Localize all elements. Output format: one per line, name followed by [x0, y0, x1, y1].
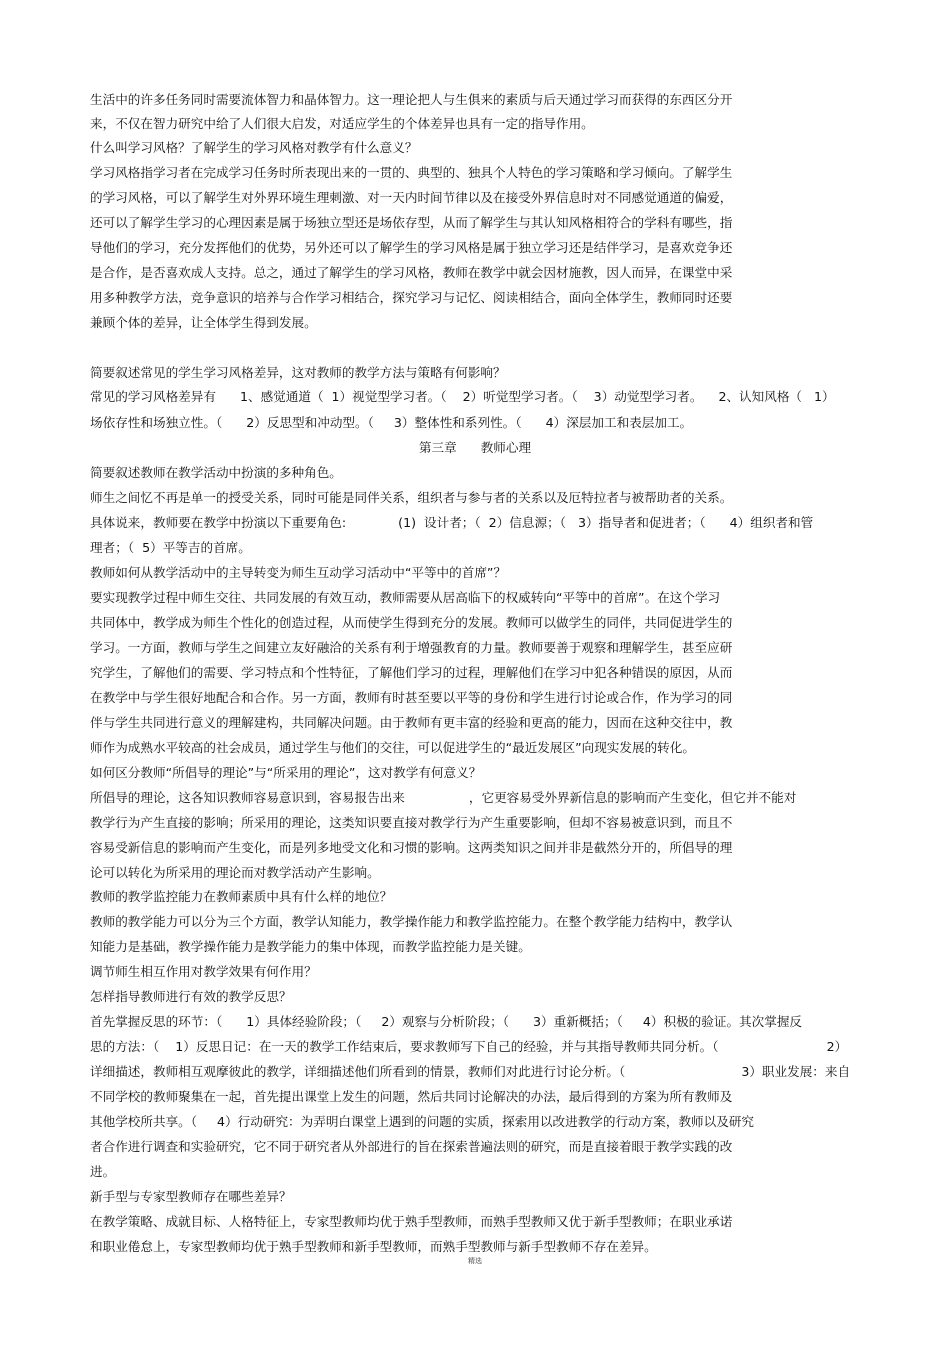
text-line: 知能力是基础，教学操作能力是教学能力的集中体现，而教学监控能力是关键。	[90, 939, 531, 954]
text-line: 思的方法：（ 1）反思日记：在一天的教学工作结束后，要求教师写下自己的经验，并与其指导教师共同分析。（ 2）	[90, 1039, 848, 1054]
text-line: 在教学中与学生很好地配合和合作。另一方面，教师有时甚至要以平等的身份和学生进行讨论或合作，作为学习的同	[90, 690, 733, 705]
text-line: 首先掌握反思的环节：（ 1）具体经验阶段；（ 2）观察与分析阶段；（ 3）重新概括；（ 4）积极的验证。其次掌握反	[90, 1014, 803, 1029]
text-line: 教师如何从教学活动中的主导转变为师生互动学习活动中“平等中的首席”？	[90, 565, 507, 580]
text-line: 如何区分教师“所倡导的理论”与“所采用的理论”，这对教学有何意义？	[90, 765, 482, 780]
text-line: 学习风格指学习者在完成学习任务时所表现出来的一贯的、典型的、独具个人特色的学习策略和学习倾向。了解学生	[90, 165, 733, 180]
text-line: 新手型与专家型教师存在哪些差异？	[90, 1189, 292, 1204]
text-line: 的学习风格，可以了解学生对外界环境生理刺激、对一天内时间节律以及在接受外界信息时对不同感觉通道的偏爱，	[90, 190, 733, 205]
chapter-heading: 第三章 教师心理	[418, 440, 532, 455]
text-line: 调节师生相互作用对教学效果有何作用？	[90, 964, 317, 979]
text-line: 还可以了解学生学习的心理因素是属于场独立型还是场依存型，从而了解学生与其认知风格相符合的学科有哪些，指	[90, 215, 733, 230]
text-line: 不同学校的教师聚集在一起，首先提出课堂上发生的问题，然后共同讨论解决的办法，最后得到的方案为所有教师及	[90, 1089, 733, 1104]
text-line: 具体说来，教师要在教学中扮演以下重要角色: (1) 设计者；（ 2）信息源；（ 3）指导者和促进者；（ 4）组织者和管	[90, 515, 814, 530]
text-line: 怎样指导教师进行有效的教学反思？	[90, 989, 292, 1004]
text-line: 简要叙述常见的学生学习风格差异，这对教师的教学方法与策略有何影响？	[90, 365, 506, 380]
text-line: 教师的教学监控能力在教师素质中具有什么样的地位？	[90, 889, 393, 904]
text-line: 者合作进行调查和实验研究，它不同于研究者从外部进行的旨在探索普遍法则的研究，而是直接着眼于教学实践的改	[90, 1139, 733, 1154]
text-line: 用多种教学方法，竞争意识的培养与合作学习相结合，探究学习与记忆、阅读相结合，面向全体学生，教师同时还要	[90, 290, 733, 305]
text-line: 所倡导的理论，这各知识教师容易意识到，容易报告出来 ，它更容易受外界新信息的影响而产生变化，但它并不能对	[90, 790, 797, 805]
page-footer: 精选	[468, 1257, 482, 1265]
text-line: 伴与学生共同进行意义的理解建构，共同解决问题。由于教师有更丰富的经验和更高的能力，因而在这种交往中，教	[90, 715, 733, 730]
text-line: 师作为成熟水平较高的社会成员，通过学生与他们的交往，可以促进学生的“最近发展区”向现实发展的转化。	[90, 740, 695, 755]
text-line: 在教学策略、成就目标、人格特征上，专家型教师均优于熟手型教师，而熟手型教师又优于新手型教师；在职业承诺	[90, 1214, 733, 1229]
text-line: 生活中的许多任务同时需要流体智力和晶体智力。这一理论把人与生俱来的素质与后天通过学习而获得的东西区分开	[90, 92, 733, 107]
text-line: 容易受新信息的影响而产生变化，而是列多地受文化和习惯的影响。这两类知识之间并非是截然分开的，所倡导的理	[90, 840, 733, 855]
text-line: 详细描述，教师相互观摩彼此的教学，详细描述他们所看到的情景，教师们对此进行讨论分析。（ 3）职业发展：来自	[90, 1064, 851, 1079]
text-line: 理者；（ 5）平等吉的首席。	[90, 540, 251, 555]
text-line: 师生之间忆不再是单一的授受关系，同时可能是同伴关系，组织者与参与者的关系以及厄特拉者与被帮助者的关系。	[90, 490, 733, 505]
text-line: 论可以转化为所采用的理论而对教学活动产生影响。	[90, 865, 380, 880]
text-line: 兼顾个体的差异，让全体学生得到发展。	[90, 315, 317, 330]
text-line: 场依存性和场独立性。（ 2）反思型和冲动型。（ 3）整体性和系列性。（ 4）深层加工和表层加工。	[90, 415, 693, 430]
text-line: 导他们的学习，充分发挥他们的优势，另外还可以了解学生的学习风格是属于独立学习还是结伴学习，是喜欢竞争还	[90, 240, 733, 255]
text-line: 教学行为产生直接的影响；所采用的理论，这类知识要直接对教学行为产生重要影响，但却不容易被意识到，而且不	[90, 815, 733, 830]
text-line: 什么叫学习风格？了解学生的学习风格对教学有什么意义？	[90, 140, 418, 155]
text-line: 来，不仅在智力研究中给了人们很大启发，对适应学生的个体差异也具有一定的指导作用。	[90, 116, 594, 131]
text-line: 学习。一方面，教师与学生之间建立友好融洽的关系有利于增强教育的力量。教师要善于观察和理解学生，甚至应研	[90, 640, 733, 655]
text-line: 和职业倦怠上，专家型教师均优于熟手型教师和新手型教师，而熟手型教师与新手型教师不存在差异。	[90, 1239, 657, 1254]
text-line: 究学生，了解他们的需要、学习特点和个性特征，了解他们学习的过程，理解他们在学习中犯各种错误的原因，从而	[90, 665, 733, 680]
text-line: 教师的教学能力可以分为三个方面，教学认知能力，教学操作能力和教学监控能力。在整个教学能力结构中，教学认	[90, 914, 733, 929]
text-line: 简要叙述教师在教学活动中扮演的多种角色。	[90, 465, 342, 480]
text-line: 其他学校所共享。（ 4）行动研究：为弄明白课堂上遇到的问题的实质，探索用以改进教学的行动方案，教师以及研究	[90, 1114, 755, 1129]
text-line: 要实现教学过程中师生交往、共同发展的有效互动，教师需要从居高临下的权威转向“平等中的首席”。在这个学习	[90, 590, 721, 605]
text-line: 共同体中，教学成为师生个性化的创造过程，从而使学生得到充分的发展。教师可以做学生的同伴，共同促进学生的	[90, 615, 733, 630]
text-line: 进。	[90, 1164, 116, 1179]
text-line: 是合作，是否喜欢成人支持。总之，通过了解学生的学习风格，教师在教学中就会因材施教，因人而异，在课堂中采	[90, 265, 733, 280]
text-line: 常见的学习风格差异有 1、感觉通道（ 1）视觉型学习者。（ 2）听觉型学习者。（ 3）动觉型学习者。 2、认知风格（ 1）	[90, 389, 835, 404]
